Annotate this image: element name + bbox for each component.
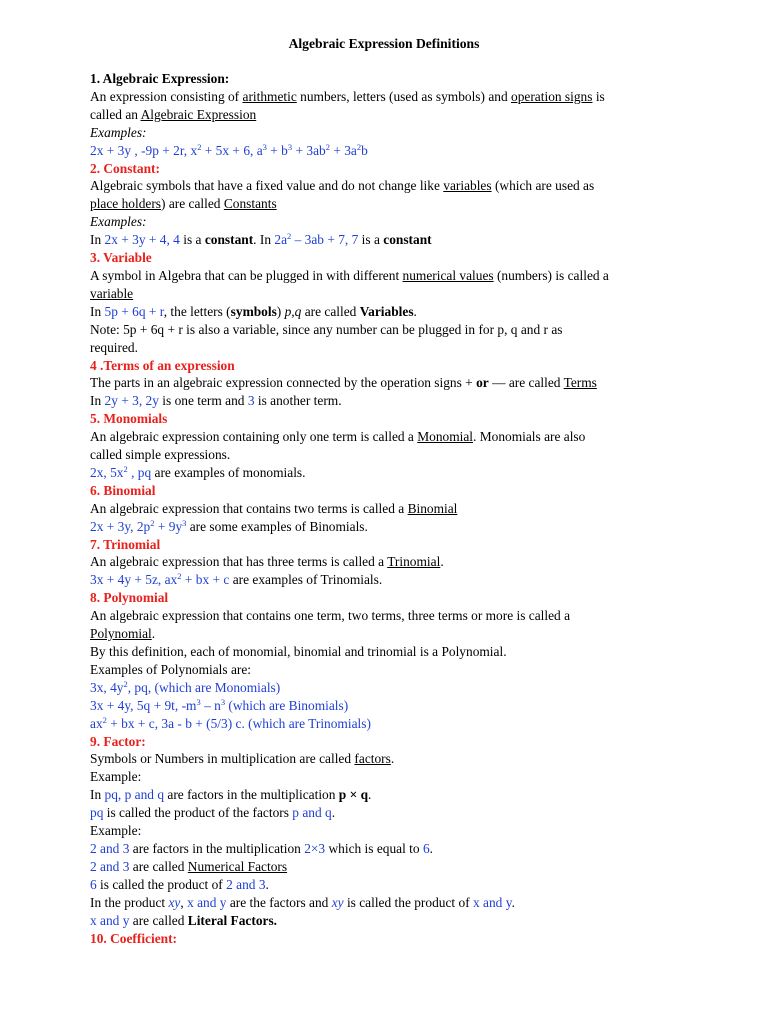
- definition-line: By this definition, each of monomial, binomial and trinomial is a Polynomial.: [90, 644, 507, 659]
- definition-line: An algebraic expression containing only one term is called a Monomial. Monomials are also: [90, 429, 586, 445]
- example-line: 2 and 3 are factors in the multiplication 2×3 which is equal to 6.: [90, 840, 434, 856]
- example-line: 6 is called the product of 2 and 3.: [90, 876, 269, 892]
- definition-line: An algebraic expression that has three terms is called a Trinomial.: [90, 554, 444, 570]
- note-line: Note: 5p + 6q + r is also a variable, since any number can be plugged in for p, q and r as: [90, 321, 563, 337]
- example-line: 2x + 3y, $2p^2 + 9y^3$ are some examples of Binomials.: [90, 517, 368, 534]
- example-label: Example:: [90, 769, 142, 785]
- examples-line: In 2x + 3y + 4, 4 is a constant. In $2a^2 - 3ab + 7$, 7 is a constant: [90, 231, 432, 248]
- definition-line: A symbol in Algebra that can be plugged in with different numerical values (numbers) is called a: [90, 267, 609, 283]
- example-line: 3x + 4y + 5z, $ax^2$ + bx + c are examples of Trinomials.: [90, 571, 383, 588]
- heading-terms: 4 .Terms of an expression: [90, 357, 235, 373]
- example-label: Example:: [90, 823, 142, 839]
- example-line: x and y are called Literal Factors.: [90, 912, 278, 928]
- definition-line: An expression consisting of arithmetic numbers, letters (used as symbols) and operation signs is: [90, 88, 605, 104]
- example-line: $ax^2$ + bx + c, 3a - b + (5/3) c. (which are Trinomials): [90, 714, 371, 731]
- definition-line: An algebraic expression that contains two terms is called a Binomial: [90, 500, 458, 516]
- page-title: Algebraic Expression Definitions: [288, 36, 480, 51]
- heading-binomial: 6. Binomial: [90, 482, 156, 498]
- note-line: required.: [90, 339, 138, 355]
- examples-line: 2x + 3y , -9p + 2r, $x^2 + 5x + 6$, $a^3 + b^3 + 3ab^2 + 3a^2b$: [90, 141, 368, 158]
- definition-line: Symbols or Numbers in multiplication are called factors.: [90, 751, 395, 767]
- example-line: In 2y + 3, 2y is one term and 3 is another term.: [90, 393, 342, 409]
- example-line: 3x + 4y, 5q + 9t, $-m^3 - n^3$ (which are Binomials): [90, 696, 349, 713]
- example-line: 3x, $4y^2$, pq, (which are Monomials): [90, 678, 281, 695]
- heading-constant: 2. Constant:: [90, 160, 160, 176]
- heading-trinomial: 7. Trinomial: [90, 536, 161, 552]
- definition-line: Examples of Polynomials are:: [90, 661, 252, 677]
- examples-label: Examples:: [90, 214, 147, 230]
- heading-polynomial: 8. Polynomial: [90, 590, 169, 606]
- definition-line: called an Algebraic Expression: [90, 106, 257, 122]
- example-line: 2x, $5x^2$ , pq are examples of monomials.: [90, 463, 306, 480]
- heading-coefficient: 10. Coefficient:: [90, 930, 178, 946]
- definition-line: called simple expressions.: [90, 447, 231, 463]
- heading-variable: 3. Variable: [90, 250, 152, 266]
- definition-line: place holders) are called Constants: [90, 196, 277, 212]
- example-line: 2 and 3 are called Numerical Factors: [90, 858, 288, 874]
- definition-line: The parts in an algebraic expression connected by the operation signs + or — are called Terms: [90, 375, 597, 391]
- heading-monomials: 5. Monomials: [90, 411, 168, 427]
- heading-algebraic-expression: 1. Algebraic Expression:: [90, 71, 230, 86]
- definition-line: An algebraic expression that contains one term, two terms, three terms or more is called a: [90, 608, 571, 624]
- example-line: In 5p + 6q + r, the letters (symbols) p,q are called Variables.: [90, 303, 417, 319]
- example-line: In the product xy, x and y are the factors and xy is called the product of x and y.: [90, 894, 515, 910]
- definition-line: variable: [90, 285, 134, 301]
- examples-label: Examples:: [90, 124, 147, 140]
- definition-line: Polynomial.: [90, 626, 156, 642]
- definition-line: Algebraic symbols that have a fixed value and do not change like variables (which are used as: [90, 178, 595, 194]
- example-line: pq is called the product of the factors p and q.: [90, 805, 336, 821]
- heading-factor: 9. Factor:: [90, 733, 146, 749]
- example-line: In pq, p and q are factors in the multiplication p × q.: [90, 787, 372, 803]
